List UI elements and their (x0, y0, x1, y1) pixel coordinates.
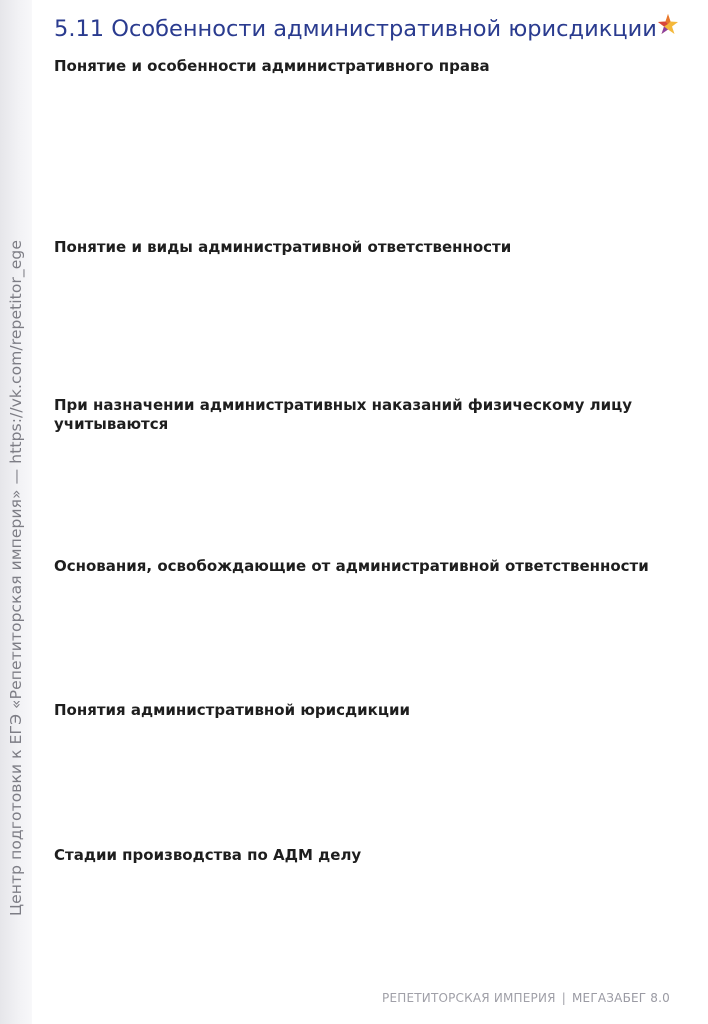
sidebar-band (0, 0, 32, 1024)
footer-event: МЕГАЗАБЕГ 8.0 (572, 991, 670, 1005)
section-heading-1: Понятие и особенности административного права (54, 57, 490, 75)
section-heading-2: Понятие и виды административной ответственности (54, 238, 512, 256)
star-logo-icon (655, 12, 679, 38)
footer-brand: РЕПЕТИТОРСКАЯ ИМПЕРИЯ (382, 991, 556, 1005)
section-heading-5: Понятия административной юрисдикции (54, 701, 411, 719)
sidebar-vertical-text: Центр подготовки к ЕГЭ «Репетиторская империя» — https://vk.com/repetitor_ege (7, 240, 25, 916)
footer (382, 991, 670, 1005)
section-heading-4: Основания, освобождающие от административной ответственности (54, 557, 649, 575)
footer-separator: | (561, 991, 566, 1005)
slide-title: 5.11 Особенности административной юрисдикции (54, 16, 657, 42)
section-heading-6: Стадии производства по АДМ делу (54, 846, 362, 864)
section-heading-3: При назначении административных наказаний физическому лицу учитываются (54, 396, 632, 433)
